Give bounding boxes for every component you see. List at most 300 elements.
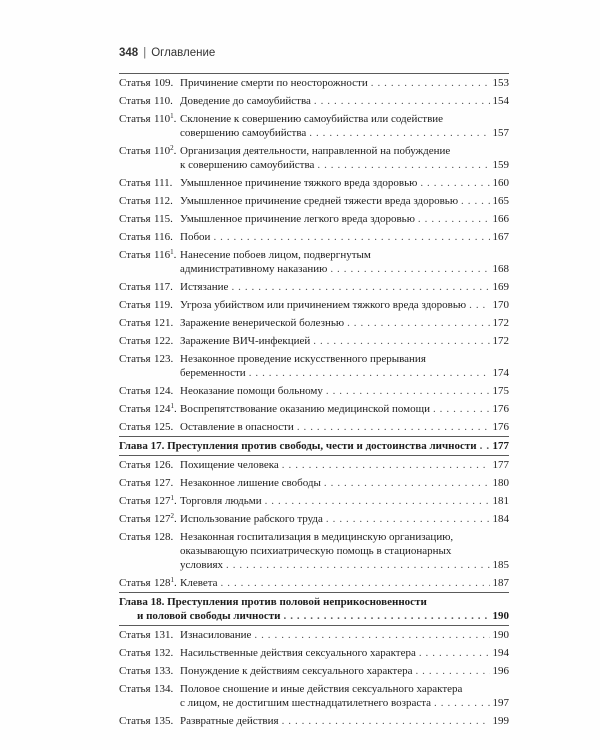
dot-leader bbox=[326, 384, 490, 398]
article-number-main: 126. bbox=[154, 459, 174, 471]
entry-title bbox=[180, 176, 509, 190]
dot-leader bbox=[324, 476, 490, 490]
entry-title-line bbox=[180, 262, 509, 276]
chapter-page-number: 177 bbox=[492, 440, 509, 452]
article-number bbox=[154, 334, 173, 348]
entry-label bbox=[119, 402, 177, 416]
toc-entry bbox=[119, 314, 509, 332]
entry-label bbox=[119, 664, 174, 678]
dot-leader bbox=[254, 628, 489, 642]
dot-leader bbox=[309, 126, 489, 140]
toc-entry bbox=[119, 574, 509, 592]
dot-leader bbox=[415, 664, 489, 678]
entry-title-text: Угроза убийством или причинением тяжкого вреда здоровью bbox=[180, 299, 467, 311]
article-number-main: 125. bbox=[154, 421, 174, 433]
entry-title-text: совершению самоубийства bbox=[180, 127, 307, 139]
article-number bbox=[154, 384, 173, 398]
entry-title bbox=[180, 352, 509, 380]
article-number-main: 117. bbox=[154, 281, 173, 293]
article-number-sup: 1 bbox=[170, 248, 174, 256]
entry-title-line bbox=[180, 402, 509, 416]
entry-title bbox=[180, 212, 509, 226]
article-word: Статья bbox=[119, 177, 151, 189]
entry-title-text: Развратные действия bbox=[180, 715, 279, 727]
article-number bbox=[154, 212, 173, 226]
entry-title-text: условиях bbox=[180, 559, 224, 571]
article-word: Статья bbox=[119, 477, 151, 489]
entry-title-text: с лицом, не достигшим шестнадцатилетнего возраста bbox=[180, 697, 432, 709]
entry-page-number: 190 bbox=[492, 629, 509, 641]
article-number-main: 132. bbox=[154, 647, 174, 659]
dot-leader bbox=[434, 696, 489, 710]
entry-title bbox=[180, 530, 509, 572]
entry-page-number: 167 bbox=[492, 231, 509, 243]
article-number-sup: 1 bbox=[170, 494, 174, 502]
entry-title-line bbox=[180, 230, 509, 244]
article-number bbox=[154, 402, 177, 416]
entry-title-text: Воспрепятствование оказанию медицинской помощи bbox=[180, 403, 430, 415]
entry-title-line bbox=[180, 530, 509, 544]
chapter-title bbox=[119, 595, 509, 623]
toc-entry bbox=[119, 474, 509, 492]
article-number-dot: . bbox=[174, 513, 177, 525]
entry-title-text: Умышленное причинение тяжкого вреда здоровью bbox=[180, 177, 418, 189]
dot-leader bbox=[371, 76, 490, 90]
entry-title bbox=[180, 494, 509, 508]
entry-title-line bbox=[180, 212, 509, 226]
entry-page-number: 199 bbox=[492, 715, 509, 727]
article-number-dot: . bbox=[174, 577, 177, 589]
toc-entry bbox=[119, 278, 509, 296]
article-number-main: 131. bbox=[154, 629, 174, 641]
toc-entry bbox=[119, 228, 509, 246]
toc-entry bbox=[119, 192, 509, 210]
chapter-heading bbox=[119, 437, 509, 455]
article-number-sup: 1 bbox=[170, 112, 174, 120]
entry-page-number: 181 bbox=[492, 495, 509, 507]
entry-title-line bbox=[180, 664, 509, 678]
entry-page-number: 176 bbox=[492, 403, 509, 415]
entry-label bbox=[119, 194, 174, 208]
entry-title-text: Заражение венерической болезнью bbox=[180, 317, 345, 329]
chapter-title-text: Глава 17. Преступления против свободы, чести и достоинства личности bbox=[119, 440, 477, 452]
entry-title-line bbox=[180, 280, 509, 294]
article-word: Статья bbox=[119, 459, 151, 471]
article-word: Статья bbox=[119, 629, 151, 641]
header-separator: | bbox=[143, 47, 147, 59]
article-word: Статья bbox=[119, 95, 151, 107]
article-number-main: 116 bbox=[154, 249, 171, 261]
entry-label bbox=[119, 212, 174, 226]
entry-title-line bbox=[180, 512, 509, 526]
entry-title-line bbox=[180, 646, 509, 660]
entry-page-number: 170 bbox=[492, 299, 509, 311]
article-number bbox=[154, 316, 173, 330]
entry-title-text: Торговля людьми bbox=[180, 495, 262, 507]
article-word: Статья bbox=[119, 715, 151, 727]
entry-title-line bbox=[180, 112, 509, 126]
entry-page-number: 174 bbox=[492, 367, 509, 379]
entry-title bbox=[180, 576, 509, 590]
entry-title-text: Причинение смерти по неосторожности bbox=[180, 77, 368, 89]
entry-label bbox=[119, 298, 174, 312]
entry-page-number: 177 bbox=[492, 459, 509, 471]
article-number bbox=[154, 646, 173, 660]
dot-leader bbox=[419, 646, 490, 660]
entry-title bbox=[180, 714, 509, 728]
entry-title-text: Понуждение к действиям сексуального характера bbox=[180, 665, 413, 677]
entry-page-number: 172 bbox=[492, 317, 509, 329]
entry-title-text: Оставление в опасности bbox=[180, 421, 294, 433]
toc-entry bbox=[119, 110, 509, 142]
dot-leader bbox=[330, 262, 489, 276]
entry-title-text: Доведение до самоубийства bbox=[180, 95, 311, 107]
article-number-main: 124. bbox=[154, 385, 174, 397]
entry-title-text: Склонение к совершению самоубийства или содействие bbox=[180, 113, 444, 125]
entry-label bbox=[119, 628, 174, 642]
entry-title bbox=[180, 144, 509, 172]
entry-title-text: Нанесение побоев лицом, подвергнутым bbox=[180, 249, 371, 261]
article-number-sup: 1 bbox=[170, 402, 174, 410]
entry-title-text: Незаконное проведение искусственного прерывания bbox=[180, 353, 426, 365]
article-word: Статья bbox=[119, 335, 151, 347]
entry-label bbox=[119, 176, 174, 190]
entry-page-number: 172 bbox=[492, 335, 509, 347]
entry-page-number: 196 bbox=[492, 665, 509, 677]
entry-label bbox=[119, 494, 177, 508]
dot-leader bbox=[314, 94, 490, 108]
dot-leader bbox=[284, 609, 490, 623]
header-title: Оглавление bbox=[151, 47, 216, 59]
entry-title-line bbox=[180, 576, 509, 590]
entry-title-line bbox=[180, 334, 509, 348]
dot-leader bbox=[249, 366, 490, 380]
article-number bbox=[154, 512, 177, 526]
entry-label bbox=[119, 76, 174, 90]
entry-label bbox=[119, 316, 174, 330]
entry-page-number: 176 bbox=[492, 421, 509, 433]
entry-title-text: Половое сношение и иные действия сексуального характера bbox=[180, 683, 463, 695]
toc-entry bbox=[119, 492, 509, 510]
entry-title-line bbox=[180, 144, 509, 158]
article-word: Статья bbox=[119, 683, 151, 695]
entry-title-line bbox=[180, 158, 509, 172]
entry-title bbox=[180, 420, 509, 434]
entry-title-text: Незаконная госпитализация в медицинскую организацию, bbox=[180, 531, 454, 543]
article-number-main: 112. bbox=[154, 195, 173, 207]
entry-title-line bbox=[180, 352, 509, 366]
article-number-main: 110 bbox=[154, 113, 171, 125]
article-number-main: 116. bbox=[154, 231, 173, 243]
chapter-title-line bbox=[119, 609, 509, 623]
article-number-main: 109. bbox=[154, 77, 174, 89]
article-word: Статья bbox=[119, 513, 151, 525]
entry-title bbox=[180, 384, 509, 398]
toc-entry bbox=[119, 332, 509, 350]
article-number-sup: 2 bbox=[170, 144, 174, 152]
article-number-main: 133. bbox=[154, 665, 174, 677]
article-number bbox=[154, 230, 173, 244]
article-word: Статья bbox=[119, 495, 151, 507]
article-number-main: 121. bbox=[154, 317, 174, 329]
entry-title-line bbox=[180, 628, 509, 642]
article-number-dot: . bbox=[173, 113, 177, 125]
entry-title-line bbox=[180, 682, 509, 696]
toc-entry bbox=[119, 510, 509, 528]
entry-title bbox=[180, 298, 509, 312]
entry-title-line bbox=[180, 384, 509, 398]
article-number bbox=[154, 144, 176, 158]
article-number bbox=[154, 94, 173, 108]
toc-entry bbox=[119, 456, 509, 474]
article-number-main: 127 bbox=[154, 495, 171, 507]
article-word: Статья bbox=[119, 231, 151, 243]
entry-title-line bbox=[180, 420, 509, 434]
entry-page-number: 154 bbox=[492, 95, 509, 107]
article-number-main: 128. bbox=[154, 531, 174, 543]
article-word: Статья bbox=[119, 665, 151, 677]
entry-title bbox=[180, 628, 509, 642]
article-number-main: 110. bbox=[154, 95, 173, 107]
dot-leader bbox=[313, 334, 489, 348]
article-number bbox=[154, 530, 173, 544]
chapter-title-text: Глава 18. Преступления против половой неприкосновенности bbox=[119, 596, 427, 608]
article-word: Статья bbox=[119, 577, 151, 589]
article-number-main: 124 bbox=[154, 403, 171, 415]
entry-title-line bbox=[180, 494, 509, 508]
article-number-main: 122. bbox=[154, 335, 174, 347]
entry-page-number: 157 bbox=[492, 127, 509, 139]
article-number bbox=[154, 76, 173, 90]
entry-label bbox=[119, 384, 174, 398]
chapter-page-number: 190 bbox=[492, 610, 509, 622]
entry-title-line bbox=[180, 316, 509, 330]
entry-title-text: Клевета bbox=[180, 577, 218, 589]
entry-title-text: Незаконное лишение свободы bbox=[180, 477, 321, 489]
entry-title-line bbox=[180, 194, 509, 208]
article-number-dot: . bbox=[174, 403, 177, 415]
entry-page-number: 159 bbox=[492, 159, 509, 171]
entry-page-number: 180 bbox=[492, 477, 509, 489]
entry-page-number: 168 bbox=[492, 263, 509, 275]
article-word: Статья bbox=[119, 145, 151, 157]
entry-title bbox=[180, 664, 509, 678]
article-number-main: 123. bbox=[154, 353, 174, 365]
entry-title-line bbox=[180, 76, 509, 90]
entry-title bbox=[180, 476, 509, 490]
article-word: Статья bbox=[119, 281, 151, 293]
article-number bbox=[154, 280, 173, 294]
entry-title-text: беременности bbox=[180, 367, 246, 379]
chapter-title-text: и половой свободы личности bbox=[137, 610, 281, 622]
article-word: Статья bbox=[119, 421, 151, 433]
entry-title-line bbox=[180, 298, 509, 312]
entry-title bbox=[180, 682, 509, 710]
entry-title bbox=[180, 458, 509, 472]
entry-title bbox=[180, 230, 509, 244]
toc-entry bbox=[119, 400, 509, 418]
entry-title-text: Умышленное причинение легкого вреда здоровью bbox=[180, 213, 415, 225]
article-word: Статья bbox=[119, 77, 151, 89]
dot-leader bbox=[469, 298, 489, 312]
entry-title bbox=[180, 194, 509, 208]
entry-title-text: Изнасилование bbox=[180, 629, 252, 641]
article-number-main: 119. bbox=[154, 299, 173, 311]
dot-leader bbox=[226, 558, 489, 572]
dot-leader bbox=[282, 714, 490, 728]
article-number bbox=[154, 248, 176, 262]
dot-leader bbox=[282, 458, 490, 472]
entry-label bbox=[119, 334, 174, 348]
entry-title bbox=[180, 248, 509, 276]
entry-title-line bbox=[180, 714, 509, 728]
entry-title bbox=[180, 316, 509, 330]
entry-title-line bbox=[180, 458, 509, 472]
toc-entry bbox=[119, 680, 509, 712]
entry-label bbox=[119, 94, 174, 108]
dot-leader bbox=[297, 420, 490, 434]
entry-label bbox=[119, 714, 174, 728]
entry-label bbox=[119, 144, 177, 158]
entry-title bbox=[180, 334, 509, 348]
entry-title-text: Похищение человека bbox=[180, 459, 279, 471]
article-number bbox=[154, 458, 173, 472]
dot-leader bbox=[461, 194, 489, 208]
article-number bbox=[154, 494, 177, 508]
dot-leader bbox=[418, 212, 490, 226]
toc-entry bbox=[119, 644, 509, 662]
entry-title-text: оказывающую психиатрическую помощь в стационарных bbox=[180, 545, 452, 557]
toc-entry bbox=[119, 350, 509, 382]
article-word: Статья bbox=[119, 353, 151, 365]
article-number-main: 127 bbox=[154, 513, 171, 525]
entry-title-text: Использование рабского труда bbox=[180, 513, 323, 525]
article-number bbox=[154, 682, 173, 696]
chapter-title bbox=[119, 439, 509, 453]
dot-leader bbox=[213, 230, 489, 244]
toc-entry bbox=[119, 662, 509, 680]
article-word: Статья bbox=[119, 531, 151, 543]
article-number bbox=[154, 628, 173, 642]
dot-leader bbox=[231, 280, 489, 294]
entry-page-number: 169 bbox=[492, 281, 509, 293]
entry-title-text: административному наказанию bbox=[180, 263, 328, 275]
article-word: Статья bbox=[119, 249, 151, 261]
article-number bbox=[154, 714, 173, 728]
entry-title bbox=[180, 76, 509, 90]
article-number-main: 135. bbox=[154, 715, 174, 727]
entry-title-text: Побои bbox=[180, 231, 211, 243]
page-number: 348 bbox=[119, 47, 139, 59]
entry-label bbox=[119, 646, 174, 660]
entry-title-text: Истязание bbox=[180, 281, 229, 293]
entry-title-text: Насильственные действия сексуального характера bbox=[180, 647, 416, 659]
dot-leader bbox=[326, 512, 490, 526]
dot-leader bbox=[480, 439, 490, 453]
toc-entry bbox=[119, 174, 509, 192]
article-number bbox=[154, 194, 173, 208]
article-word: Статья bbox=[119, 317, 151, 329]
article-number bbox=[154, 176, 172, 190]
toc-entry bbox=[119, 418, 509, 436]
entry-title-line bbox=[180, 94, 509, 108]
entry-title bbox=[180, 402, 509, 416]
entry-label bbox=[119, 530, 174, 544]
entry-title-line bbox=[180, 176, 509, 190]
article-number bbox=[154, 352, 173, 366]
entry-page-number: 153 bbox=[492, 77, 509, 89]
entry-title-text: к совершению самоубийства bbox=[180, 159, 315, 171]
toc-entry bbox=[119, 92, 509, 110]
article-number-main: 110 bbox=[154, 145, 171, 157]
entry-title bbox=[180, 94, 509, 108]
article-number bbox=[154, 420, 173, 434]
entry-label bbox=[119, 512, 177, 526]
entry-page-number: 160 bbox=[492, 177, 509, 189]
entry-label bbox=[119, 230, 174, 244]
article-number-main: 111. bbox=[154, 177, 173, 189]
dot-leader bbox=[265, 494, 490, 508]
entry-title-line bbox=[180, 366, 509, 380]
toc-entry bbox=[119, 210, 509, 228]
toc-entry bbox=[119, 296, 509, 314]
entry-page-number: 166 bbox=[492, 213, 509, 225]
entry-title-text: Умышленное причинение средней тяжести вреда здоровью bbox=[180, 195, 459, 207]
article-number-sup: 1 bbox=[170, 576, 174, 584]
toc-entry bbox=[119, 382, 509, 400]
chapter-title-line bbox=[119, 595, 509, 609]
article-word: Статья bbox=[119, 213, 151, 225]
article-number-dot: . bbox=[173, 145, 177, 157]
entry-label bbox=[119, 458, 174, 472]
toc-entry bbox=[119, 142, 509, 174]
entry-title-line bbox=[180, 696, 509, 710]
table-of-contents bbox=[119, 73, 509, 730]
article-number-dot: . bbox=[173, 249, 177, 261]
toc-entry bbox=[119, 712, 509, 730]
dot-leader bbox=[420, 176, 489, 190]
article-word: Статья bbox=[119, 385, 151, 397]
article-number bbox=[154, 664, 173, 678]
article-word: Статья bbox=[119, 113, 151, 125]
entry-title bbox=[180, 280, 509, 294]
entry-label bbox=[119, 476, 174, 490]
dot-leader bbox=[433, 402, 490, 416]
article-number-main: 134. bbox=[154, 683, 174, 695]
entry-title-line bbox=[180, 476, 509, 490]
entry-title-text: Неоказание помощи больному bbox=[180, 385, 323, 397]
entry-label bbox=[119, 682, 174, 696]
article-number-sup: 2 bbox=[170, 512, 174, 520]
dot-leader bbox=[317, 158, 489, 172]
dot-leader bbox=[221, 576, 490, 590]
entry-page-number: 175 bbox=[492, 385, 509, 397]
entry-title-line bbox=[180, 248, 509, 262]
article-word: Статья bbox=[119, 403, 151, 415]
entry-title bbox=[180, 646, 509, 660]
entry-title-text: Заражение ВИЧ-инфекцией bbox=[180, 335, 311, 347]
entry-label bbox=[119, 280, 174, 294]
article-word: Статья bbox=[119, 195, 151, 207]
entry-title-text: Организация деятельности, направленной на побуждение bbox=[180, 145, 451, 157]
entry-label bbox=[119, 112, 177, 126]
article-word: Статья bbox=[119, 647, 151, 659]
entry-title-line bbox=[180, 126, 509, 140]
chapter-heading bbox=[119, 593, 509, 625]
entry-page-number: 187 bbox=[492, 577, 509, 589]
article-number-main: 128 bbox=[154, 577, 171, 589]
toc-entry bbox=[119, 528, 509, 574]
